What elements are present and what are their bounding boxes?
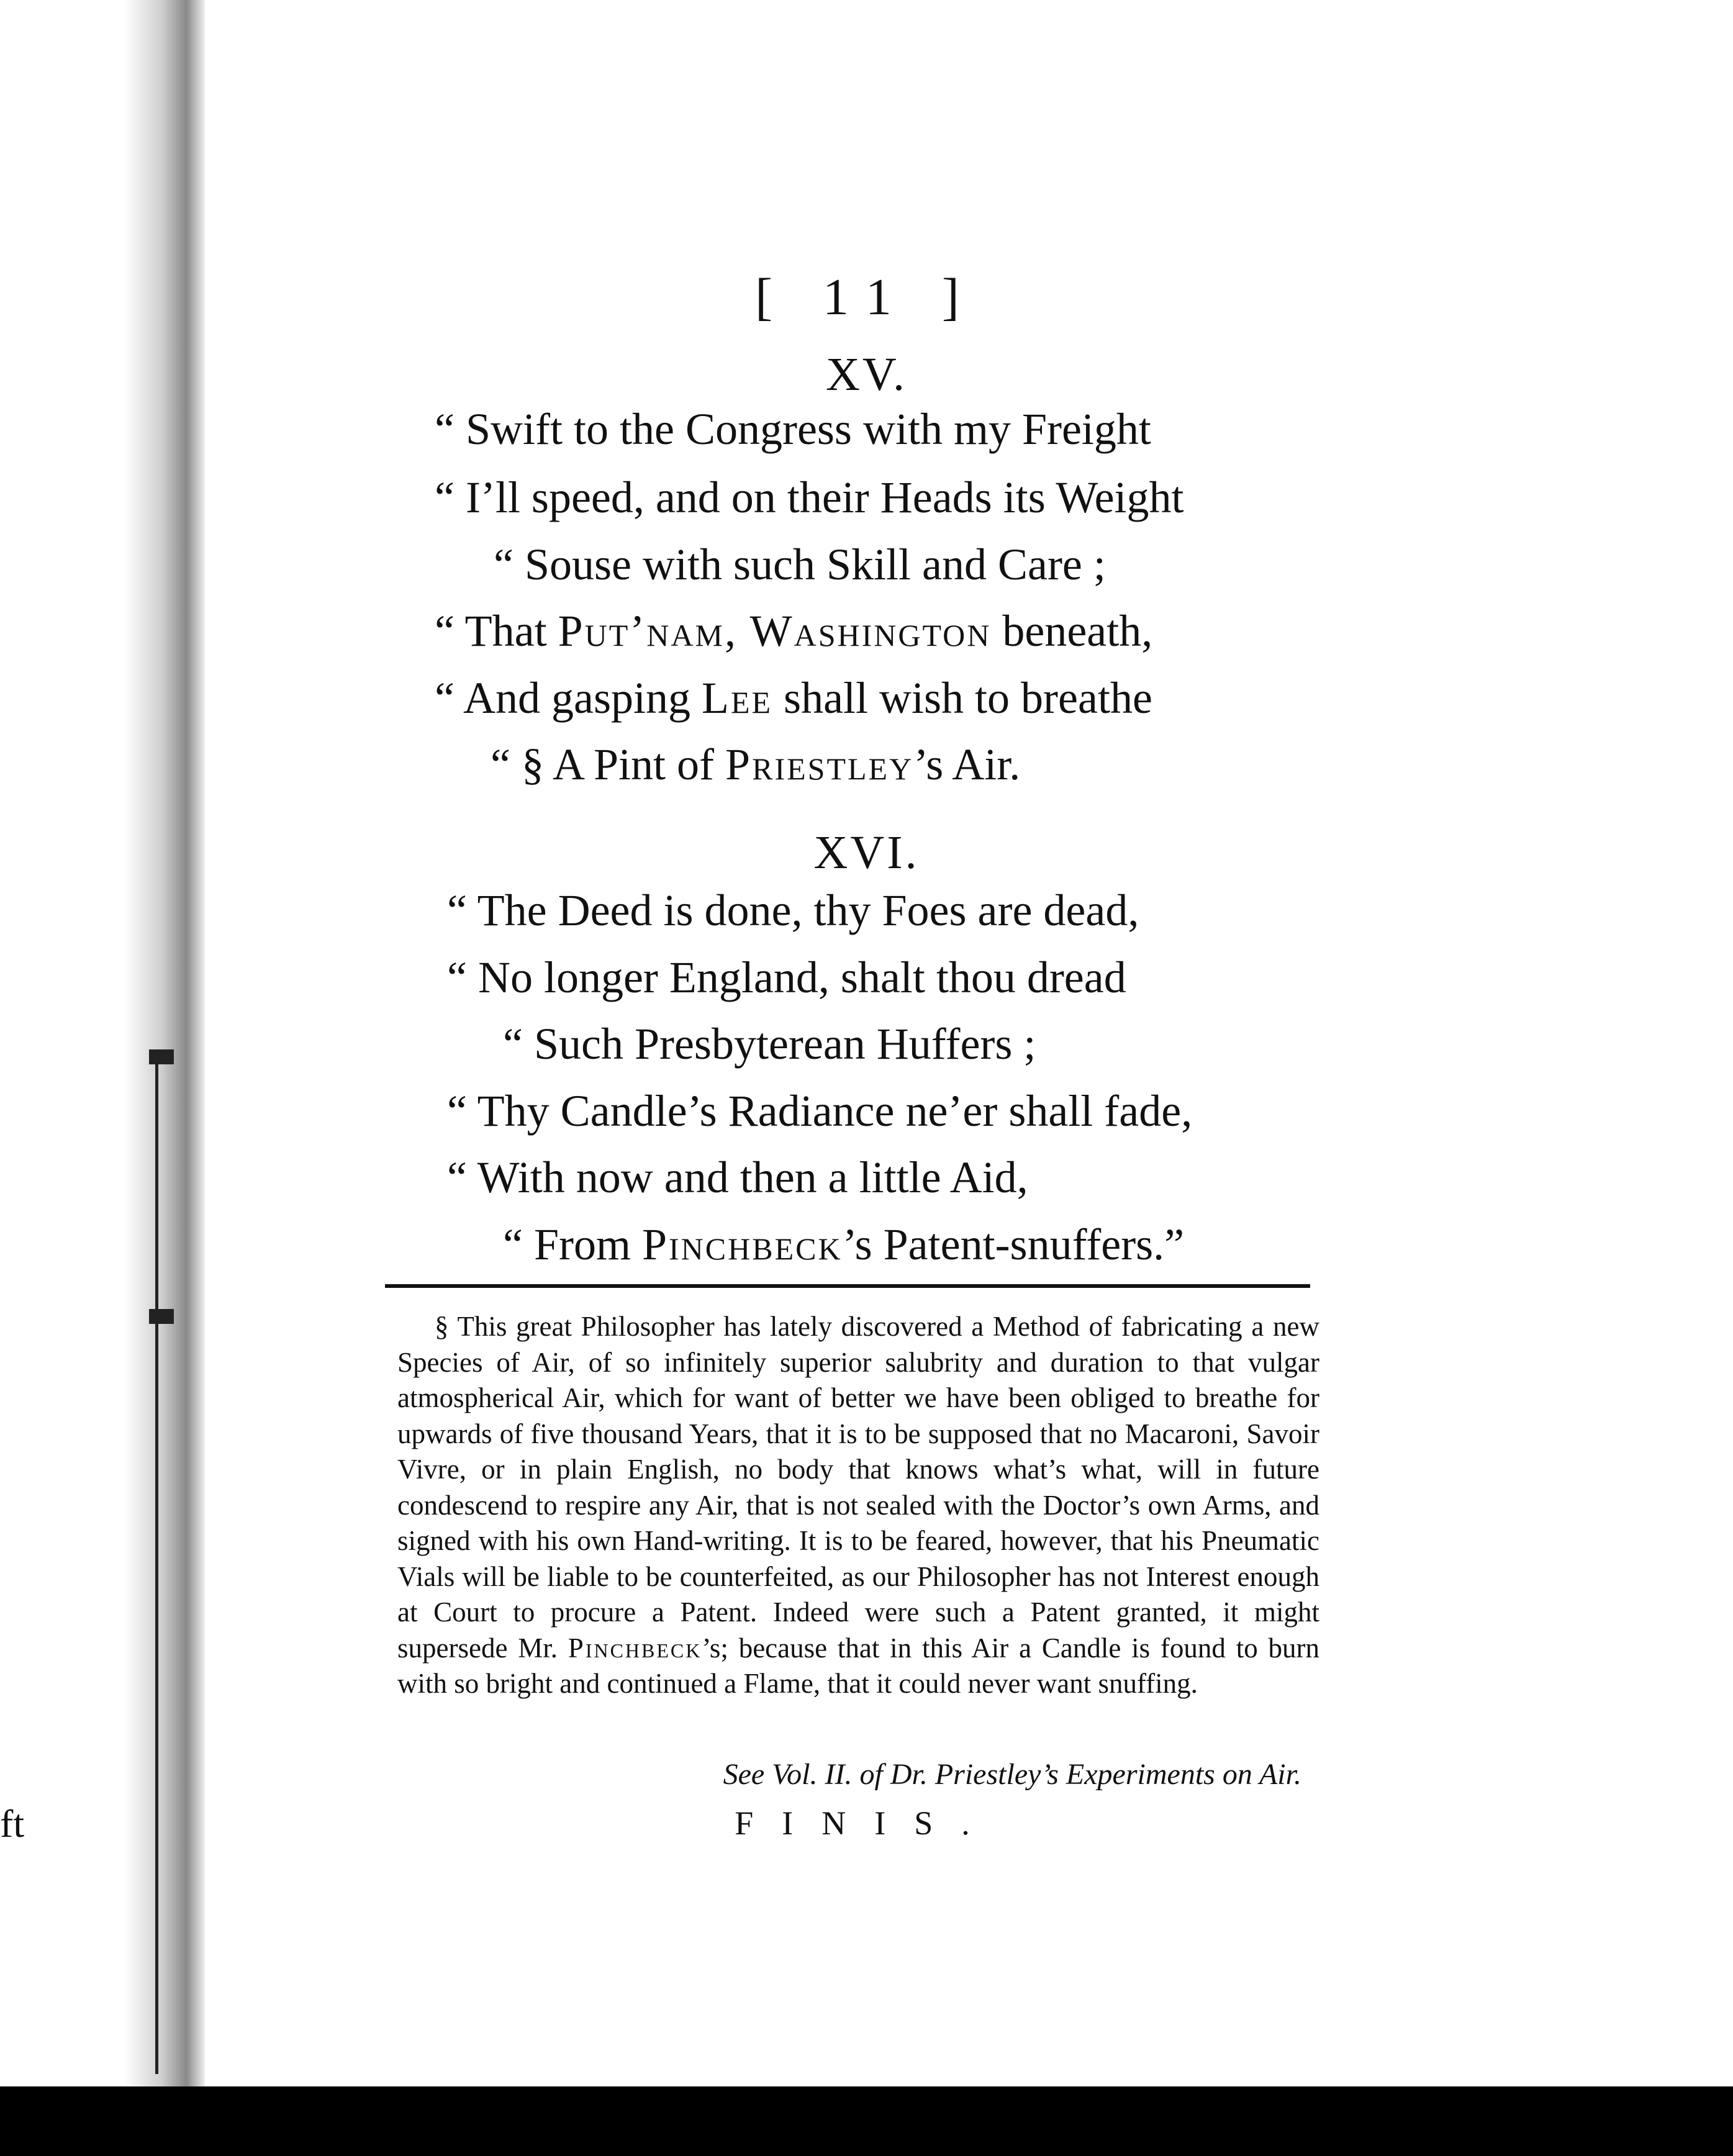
- verse-line: [447, 1152, 1028, 1203]
- binding-mark: [149, 1309, 174, 1324]
- verse-line: [447, 1085, 1192, 1137]
- margin-fragment: ft: [0, 1801, 25, 1846]
- verse-line: [491, 739, 1020, 790]
- verse-line: [503, 1219, 1184, 1270]
- verse-text: “ I’ll speed, and on their Heads its Weight: [435, 473, 1184, 522]
- verse-small-caps: Put’nam, Washington: [558, 606, 992, 656]
- verse-line: [503, 1018, 1036, 1070]
- verse-text: “ The Deed is done, thy Foes are dead,: [447, 886, 1139, 935]
- verse-line: [494, 539, 1106, 591]
- verse-text: “ With now and then a little Aid,: [447, 1153, 1028, 1202]
- footnote-text: § This great Philosopher has lately discovered a Method of fabricating a new Species of Air, of so infinitely superior salubrity and duration to that vulgar atmospherical Air, which for want of better we have been obliged to breathe for upwards of five thousand Years, that it is to be supposed that no Macaroni, Savoir Vivre, or in plain English, no body that knows what’s what, will in future condescend to respire any Air, that is not sealed with the Doctor’s own Arms, and signed with his own Hand-writing. It is to be feared, however, that his Pneumatic Vials will be liable to be counterfeited, as our Philosopher has not Interest enough at Court to procure a Patent. Indeed were such a Patent granted, it might supersede Mr.: [397, 1311, 1319, 1664]
- verse-text: beneath,: [991, 606, 1153, 656]
- verse-line: [447, 952, 1126, 1003]
- verse-small-caps: Priestley: [725, 740, 914, 789]
- footnote-small-caps: Pinchbeck: [568, 1632, 702, 1664]
- verse-text: “ Such Presbyterean Huffers ;: [503, 1019, 1036, 1069]
- verse-line: [447, 885, 1139, 936]
- verse-line: [435, 472, 1184, 523]
- verse-line: [435, 673, 1152, 724]
- page-number: [ 11 ]: [755, 268, 978, 326]
- verse-text: “ No longer England, shalt thou dread: [447, 953, 1126, 1002]
- scan-edge: [0, 2086, 1733, 2156]
- footnote-text: ’s; because that in this Air a Candle is found to burn with so bright and continued a Flame, that it could never want snuffing.: [397, 1632, 1319, 1699]
- verse-text: “ That: [435, 606, 558, 656]
- verse-line: [435, 404, 1151, 455]
- verse-text: “ From: [503, 1220, 642, 1269]
- verse-text: shall wish to breathe: [772, 673, 1152, 723]
- verse-text: “ § A Pint of: [491, 740, 726, 789]
- verse-text: ’s Air.: [913, 740, 1021, 789]
- binding-edge: [155, 1056, 158, 2074]
- stanza-number: XVI.: [813, 827, 920, 879]
- verse-text: “ Thy Candle’s Radiance ne’er shall fade,: [447, 1086, 1193, 1136]
- stanza-number: XV.: [826, 348, 907, 401]
- verse-text: “ Souse with such Skill and Care ;: [494, 540, 1106, 589]
- verse-text: “ And gasping: [435, 673, 702, 723]
- verse-small-caps: Lee: [701, 673, 773, 723]
- verse-text: ’s Patent-snuffers.”: [842, 1220, 1185, 1269]
- binding-mark: [149, 1049, 174, 1064]
- verse-line: [435, 605, 1152, 657]
- finis: FINIS.: [735, 1805, 998, 1842]
- footnote: [397, 1309, 1319, 1702]
- verse-small-caps: Pinchbeck: [641, 1220, 843, 1269]
- footnote-rule: [385, 1284, 1310, 1288]
- verse-text: “ Swift to the Congress with my Freight: [435, 404, 1151, 454]
- footnote-reference: See Vol. II. of Dr. Priestley’s Experiments on Air.: [723, 1758, 1301, 1791]
